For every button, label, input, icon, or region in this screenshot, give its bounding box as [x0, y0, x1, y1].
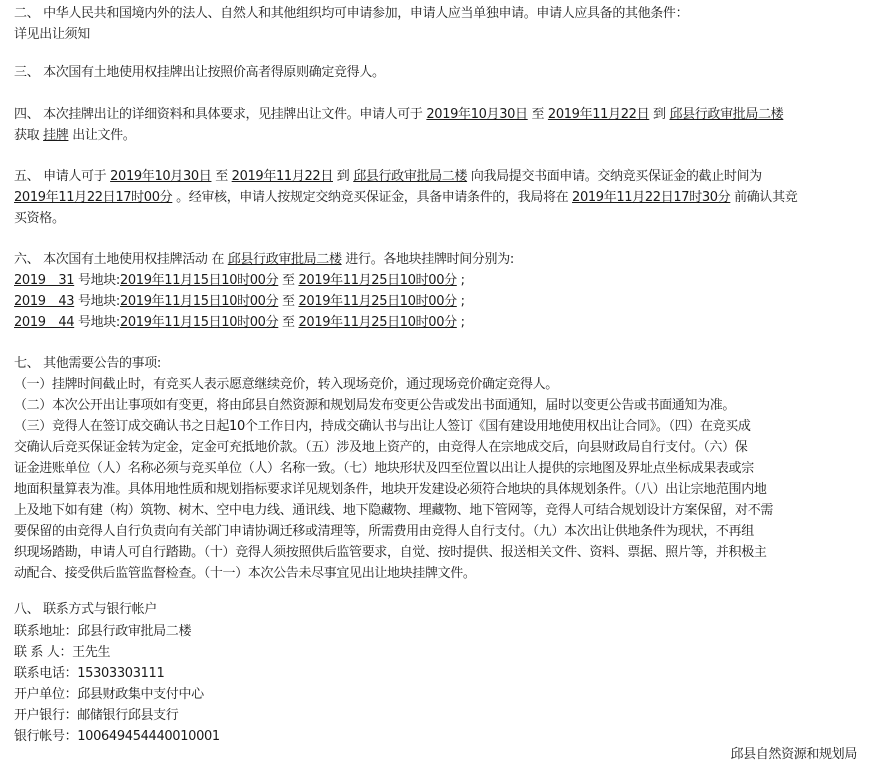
- section-2-line-1: 二、 中华人民共和国境内外的法人、自然人和其他组织均可申请参加，申请人应当单独申请。申请人应具备的其他条件：: [14, 6, 689, 21]
- section-5-at: 到: [333, 169, 354, 184]
- contact-phone: 联系电话：15303303111: [14, 666, 165, 681]
- section-5-location: 邱县行政审批局二楼: [353, 169, 468, 184]
- section-8-heading: 八、 联系方式与银行帐户: [14, 602, 157, 617]
- section-7-line: 动配合、接受供后监管监督检查。（十一）本次公告未尽事宜见出让地块挂牌文件。: [14, 566, 476, 581]
- section-5-confirm-time: 2019年11月22日17时30分: [572, 190, 731, 205]
- section-5-deposit-deadline: 2019年11月22日17时00分: [14, 190, 173, 205]
- section-4-listing: 挂牌: [43, 128, 69, 143]
- section-6-schedule-text: 进行。各地块挂牌时间分别为:: [341, 252, 514, 267]
- section-5-end-date: 2019年11月22日: [231, 169, 333, 184]
- section-6-location: 邱县行政审批局二楼: [227, 252, 342, 267]
- section-5-text: 五、 申请人可于: [14, 169, 111, 184]
- section-4-to: 至: [527, 107, 548, 122]
- parcel-id: 2019 43: [14, 294, 75, 309]
- section-7-line: 证金进账单位（人）名称必须与竞买单位（人）名称一致。（七）地块形状及四至位置以出让人提供的宗地图及界址点坐标成果表或宗: [14, 461, 754, 476]
- parcel-start: 2019年11月15日10时00分: [119, 273, 279, 288]
- section-6-text: 六、 本次国有土地使用权挂牌活动 在: [14, 252, 228, 267]
- section-6-line-1: [14, 249, 514, 270]
- parcel-end: 2019年11月25日10时00分: [298, 315, 457, 330]
- section-4-location: 邱县行政审批局二楼: [669, 107, 784, 122]
- account-number: 银行帐号：100649454440010001: [14, 729, 220, 744]
- section-7-line: 地面积量算表为准。具体用地性质和规划指标要求详见规划条件，地块开发建设必须符合地块的具体规划条件。（八）出让宗地范围内地: [14, 482, 767, 497]
- parcel-id: 2019 31: [14, 273, 75, 288]
- section-5-line-3: 买资格。: [14, 211, 65, 226]
- section-4-docs: 出让文件。: [68, 128, 136, 143]
- section-7-line: 七、 其他需要公告的事项:: [14, 356, 161, 371]
- account-unit: 开户单位：邱县财政集中支付中心: [14, 687, 204, 702]
- contact-address: 联系地址：邱县行政审批局二楼: [14, 624, 192, 639]
- section-4-line-2: [14, 125, 135, 146]
- parcel-label: 号地块:: [74, 294, 120, 309]
- section-4-at: 到: [649, 107, 670, 122]
- section-4-start-date: 2019年10月30日: [426, 107, 528, 122]
- section-7-line: 要保留的由竞得人自行负责向有关部门申请协调迁移或清理等，所需费用由竞得人自行支付。（九）本次出让供地条件为现状，不再组: [14, 524, 754, 539]
- section-2-line-2: 详见出让须知: [14, 27, 90, 42]
- issuer-signature: 邱县自然资源和规划局: [730, 747, 857, 762]
- section-4-line-1: [14, 104, 783, 125]
- section-7-line: （三）竞得人在签订成交确认书之日起10个工作日内，持成交确认书与出让人签订《国有建设用地使用权出让合同》。（四）在竞买成: [14, 419, 751, 434]
- section-7-line: 交确认后竞买保证金转为定金，定金可充抵地价款。（五）涉及地上资产的，由竞得人在宗地成交后，向县财政局自行支付。（六）保: [14, 440, 748, 455]
- parcel-start: 2019年11月15日10时00分: [119, 294, 279, 309]
- parcel-label: 号地块:: [74, 315, 120, 330]
- parcel-to: 至: [278, 315, 299, 330]
- section-5-confirm-text: 前确认其竞: [730, 190, 798, 205]
- section-4-obtain: 获取: [14, 128, 44, 143]
- parcel-tail: ;: [456, 273, 465, 288]
- section-4-end-date: 2019年11月22日: [547, 107, 650, 122]
- section-7-line: （二）本次公开出让事项如有变更，将由邱县自然资源和规划局发布变更公告或发出书面通知，届时以变更公告或书面通知为准。: [14, 398, 736, 413]
- parcel-label: 号地块:: [74, 273, 120, 288]
- parcel-start: 2019年11月15日10时00分: [119, 315, 279, 330]
- parcel-to: 至: [278, 294, 299, 309]
- account-bank: 开户银行：邮储银行邱县支行: [14, 708, 179, 723]
- section-4-text: 四、 本次挂牌出让的详细资料和具体要求，见挂牌出让文件。申请人可于: [14, 107, 427, 122]
- section-5-start-date: 2019年10月30日: [110, 169, 212, 184]
- parcel-tail: ;: [456, 315, 465, 330]
- section-7-line: （一）挂牌时间截止时，有竞买人表示愿意继续竞价，转入现场竞价，通过现场竞价确定竞得人。: [14, 377, 558, 392]
- section-3-line: 三、 本次国有土地使用权挂牌出让按照价高者得原则确定竞得人。: [14, 65, 385, 80]
- section-7-line: 上及地下如有建（构）筑物、树木、空中电力线、通讯线、地下隐藏物、埋藏物、地下管网等，竞得人可结合规划设计方案保留，对不需: [14, 503, 774, 518]
- parcel-tail: ;: [456, 294, 465, 309]
- parcel-id: 2019 44: [14, 315, 75, 330]
- contact-person: 联 系 人：王先生: [14, 645, 111, 660]
- parcel-row: [14, 270, 465, 291]
- section-5-deadline-text: 向我局提交书面申请。交纳竞买保证金的截止时间为: [467, 169, 762, 184]
- section-5-review-text: 。经审核，申请人按规定交纳竞买保证金，具备申请条件的，我局将在: [172, 190, 573, 205]
- section-5-to: 至: [211, 169, 232, 184]
- parcel-row: [14, 312, 465, 333]
- parcel-to: 至: [278, 273, 299, 288]
- parcel-end: 2019年11月25日10时00分: [298, 273, 457, 288]
- parcel-row: [14, 291, 465, 312]
- parcel-end: 2019年11月25日10时00分: [298, 294, 457, 309]
- section-7-line: 织现场踏勘，申请人可自行踏勘。（十）竞得人须按照供后监管要求，自觉、按时提供、报送相关文件、资料、票据、照片等，并积极主: [14, 545, 767, 560]
- section-5-line-2: [14, 187, 797, 208]
- section-5-line-1: [14, 166, 762, 187]
